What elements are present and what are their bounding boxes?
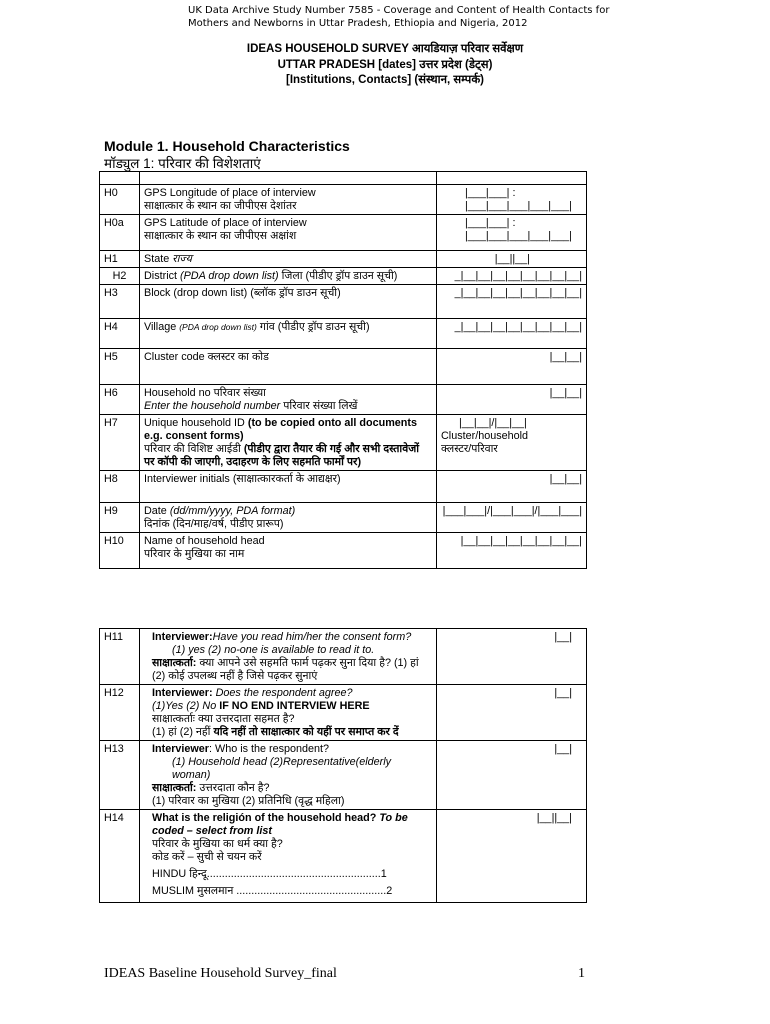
table-row [100, 685, 587, 741]
household-number-field[interactable]: |__|__| [437, 385, 587, 415]
answer-label-hi: क्लस्टर/परिवार [441, 443, 498, 455]
gps-latitude-degrees-field[interactable]: |___|___| : [465, 217, 516, 229]
question-text-hi: परिवार के मुखिया का नाम [144, 548, 245, 560]
question-text-hi: परिवार के मुखिया का धर्म क्या है? [152, 838, 283, 850]
question-text: State [144, 253, 170, 265]
question-code: H10 [100, 533, 140, 569]
question-text: Name of household head [144, 535, 265, 547]
skip-instruction: IF NO END INTERVIEW HERE [219, 700, 370, 712]
consent-read-field[interactable]: |__| [437, 629, 587, 685]
table-row [100, 741, 587, 810]
question-text: Block (drop down list) [144, 287, 248, 299]
cluster-code-field[interactable]: |__|__| [437, 349, 587, 385]
table-row [100, 185, 587, 215]
question-text: Have you read him/her the consent form? [212, 631, 412, 643]
table-row [100, 471, 587, 503]
table-row [100, 215, 587, 251]
question-text: Cluster code [144, 351, 205, 363]
footer-document-name: IDEAS Baseline Household Survey_final [104, 966, 337, 981]
question-code: H9 [100, 503, 140, 533]
question-code: H13 [100, 741, 140, 810]
table-row [100, 268, 587, 285]
survey-title-line2: UTTAR PRADESH [dates] उत्तर प्रदेश (डेट्स) [277, 58, 493, 71]
question-text-hi: उत्तरदाता कौन है? [199, 782, 270, 794]
question-code: H0 [100, 185, 140, 215]
gps-longitude-degrees-field[interactable]: |___|___| : [465, 187, 516, 199]
question-text: Village [144, 321, 177, 333]
religion-option: HINDU हिन्दू..........................................................1 [152, 868, 387, 880]
question-lead: Interviewer: [152, 687, 213, 699]
question-code: H0a [100, 215, 140, 251]
state-field[interactable]: |__||__| [437, 251, 587, 268]
module-title [104, 137, 350, 173]
question-lead: Interviewer [152, 743, 210, 755]
question-code: H3 [100, 285, 140, 319]
block-field[interactable]: _|__|__|__|__|__|__|__|__| [437, 285, 587, 319]
question-text: District [144, 270, 177, 282]
religion-option: MUSLIM मुसलमान ..................................................2 [152, 885, 393, 897]
question-code: H14 [100, 810, 140, 903]
respondent-consent-table [99, 628, 587, 903]
question-instruction-hi: कोड करें – सुची से चयन करें [152, 851, 262, 863]
question-code: H4 [100, 319, 140, 349]
religion-field[interactable]: |__||__| [437, 810, 587, 903]
question-text: : Who is the respondent? [209, 743, 330, 755]
question-code: H8 [100, 471, 140, 503]
question-code: H1 [100, 251, 140, 268]
question-instruction: Enter the household number [144, 400, 281, 412]
table-row [100, 349, 587, 385]
table-row [100, 285, 587, 319]
question-note: (PDA drop down list) [179, 322, 257, 332]
question-instruction-hi: परिवार संख्या लिखें [283, 400, 358, 412]
module-title-hi: मॉड्युल 1: परिवार की विशेशताएं [104, 156, 261, 171]
date-field[interactable]: |___|___|/|___|___|/|___|___| [437, 503, 587, 533]
gps-longitude-decimal-field[interactable]: |___|___|___|___|___| [465, 200, 572, 212]
district-field[interactable]: _|__|__|__|__|__|__|__|__| [437, 268, 587, 285]
survey-title-line3: [Institutions, Contacts] (संस्थान, सम्पर्क) [286, 74, 484, 86]
question-text-hi: (साक्षात्कारकर्ता के आद्यक्षर) [232, 473, 341, 485]
question-code: H5 [100, 349, 140, 385]
question-note: (to be copied onto all documents e.g. consent forms) [144, 417, 417, 442]
question-text-hi: गांव (पीडीए ड्रॉप डाउन सूची) [259, 321, 370, 333]
question-code: H2 [100, 268, 140, 285]
question-note: (PDA drop down list) [180, 270, 279, 282]
page-number: 1 [578, 966, 585, 981]
question-note-hi: (पीडीए द्वारा तैयार की गई और सभी दस्तावेजों पर कॉपी की जाएगी, उदाहरण के लिए सहमति फार्मों पर) [144, 443, 420, 468]
question-lead-hi: साक्षात्कर्ता: [152, 657, 197, 669]
interviewer-initials-field[interactable]: |__|__| [437, 471, 587, 503]
answer-options-hi: (1) परिवार का मुखिया (2) प्रतिनिधि (वृद्ध महिला) [152, 795, 345, 807]
question-text: Interviewer initials [144, 473, 230, 485]
household-head-name-field[interactable]: |__|__|__|__|__|__|__|__| [437, 533, 587, 569]
question-text: Unique household ID [144, 417, 245, 429]
question-code: H11 [100, 629, 140, 685]
skip-instruction-hi: यदि नहीं तो साक्षात्कार को यहीं पर समाप्त कर दें [213, 726, 399, 738]
village-field[interactable]: _|__|__|__|__|__|__|__|__| [437, 319, 587, 349]
question-code: H12 [100, 685, 140, 741]
question-code: H7 [100, 415, 140, 471]
question-text-hi: क्या आपने उसे सहमति फार्म पढ़कर सुना दिया है? (1) हां (2) कोई उपलब्ध नहीं है जिसे पढ़कर सुनाएं [152, 657, 419, 682]
question-text-hi: परिवार की विशिष्ट आईडी [144, 443, 241, 455]
question-text-hi: साक्षात्कार के स्थान का जीपीएस देशांतर [144, 200, 297, 212]
question-text: GPS Longitude of place of interview [144, 187, 316, 199]
question-text-hi: क्लस्टर का कोड [207, 351, 269, 363]
question-text-hi: साक्षात्कार के स्थान का जीपीएस अक्षांश [144, 230, 297, 242]
module-title-en: Module 1. Household Characteristics [104, 138, 350, 154]
answer-options-hi: (1) हां (2) नहीं [152, 726, 211, 738]
answer-options: (1)Yes (2) No [152, 700, 217, 712]
table-row [100, 385, 587, 415]
household-characteristics-table [99, 171, 587, 569]
header-note-line2: Mothers and Newborns in Uttar Pradesh, Ethiopia and Nigeria, 2012 [188, 18, 528, 29]
question-text-hi: साक्षात्कर्ताः क्या उत्तरदाता सहमत है? [152, 713, 295, 725]
survey-title-line1: IDEAS HOUSEHOLD SURVEY आयडियाज़ परिवार सर्वेक्षण [246, 43, 524, 55]
unique-household-id-field[interactable]: |__|__|/|__|__| [459, 417, 527, 429]
question-text: Household no [144, 387, 211, 399]
question-note: (dd/mm/yyyy, PDA format) [169, 505, 296, 517]
question-text-hi: जिला (पीडीए ड्रॉप डाउन सूची) [281, 270, 398, 282]
question-text-hi: परिवार संख्या [213, 387, 266, 399]
respondent-agrees-field[interactable]: |__| [437, 685, 587, 741]
question-text-hi: (ब्लॉक ड्रॉप डाउन सूची) [250, 287, 341, 299]
archive-header-note [188, 4, 608, 30]
question-text-hi: राज्य [172, 253, 192, 265]
question-text: What is the religión of the household head? [152, 812, 377, 824]
header-note-line1: UK Data Archive Study Number 7585 - Coverage and Content of Health Contacts for [188, 5, 610, 16]
answer-options: (1) yes (2) no-one is available to read it to. [172, 644, 375, 656]
question-lead-hi: साक्षात्कर्ता: [152, 782, 197, 794]
question-text: GPS Latitude of place of interview [144, 217, 307, 229]
gps-latitude-decimal-field[interactable]: |___|___|___|___|___| [465, 230, 572, 242]
question-text-hi: दिनांक (दिन/माह/वर्ष, पीडीए प्रारूप) [144, 518, 284, 530]
table-row [100, 415, 587, 471]
table-row [100, 533, 587, 569]
table-row [100, 319, 587, 349]
question-text: Does the respondent agree? [215, 687, 353, 699]
table-row [100, 810, 587, 903]
question-instruction: To be coded – select from list [152, 812, 408, 837]
question-code: H6 [100, 385, 140, 415]
answer-options: (1) Household head (2)Representative(elderly woman) [172, 756, 392, 781]
answer-label: Cluster/household [441, 430, 529, 442]
question-lead: Interviewer: [152, 631, 213, 643]
survey-title [0, 42, 770, 89]
table-row [100, 251, 587, 268]
question-text: Date [144, 505, 167, 517]
table-row [100, 503, 587, 533]
respondent-type-field[interactable]: |__| [437, 741, 587, 810]
table-row [100, 629, 587, 685]
